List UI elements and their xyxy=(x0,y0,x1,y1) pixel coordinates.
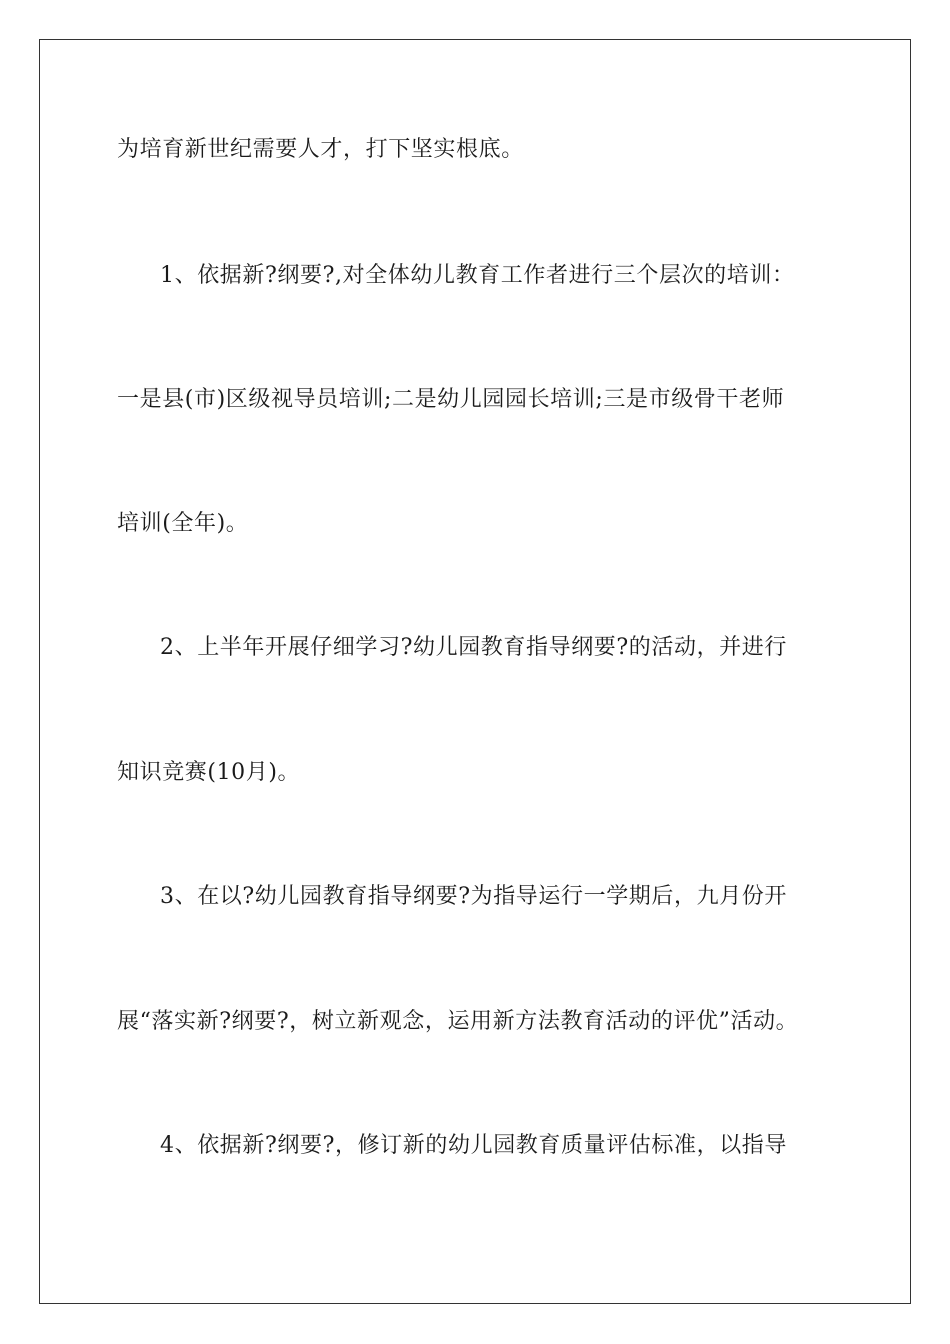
paragraph-line: 为培育新世纪需要人才，打下坚实根底。 xyxy=(117,137,524,162)
paragraph-line: 一是县(市)区级视导员培训;二是幼儿园园长培训;三是市级骨干老师 xyxy=(117,387,785,412)
page-border xyxy=(39,39,911,1304)
list-item-1-line: 1、依据新?纲要?,对全体幼儿教育工作者进行三个层次的培训： xyxy=(160,263,795,288)
paragraph-line: 培训(全年)。 xyxy=(117,511,249,536)
paragraph-line: 展“落实新?纲要?，树立新观念，运用新方法教育活动的评优”活动。 xyxy=(117,1009,799,1034)
list-item-4-line: 4、依据新?纲要?，修订新的幼儿园教育质量评估标准，以指导 xyxy=(160,1133,787,1158)
paragraph-line: 知识竞赛(10月)。 xyxy=(117,760,301,785)
list-item-2-line: 2、上半年开展仔细学习?幼儿园教育指导纲要?的活动，并进行 xyxy=(160,635,787,660)
list-item-3-line: 3、在以?幼儿园教育指导纲要?为指导运行一学期后，九月份开 xyxy=(160,884,787,909)
